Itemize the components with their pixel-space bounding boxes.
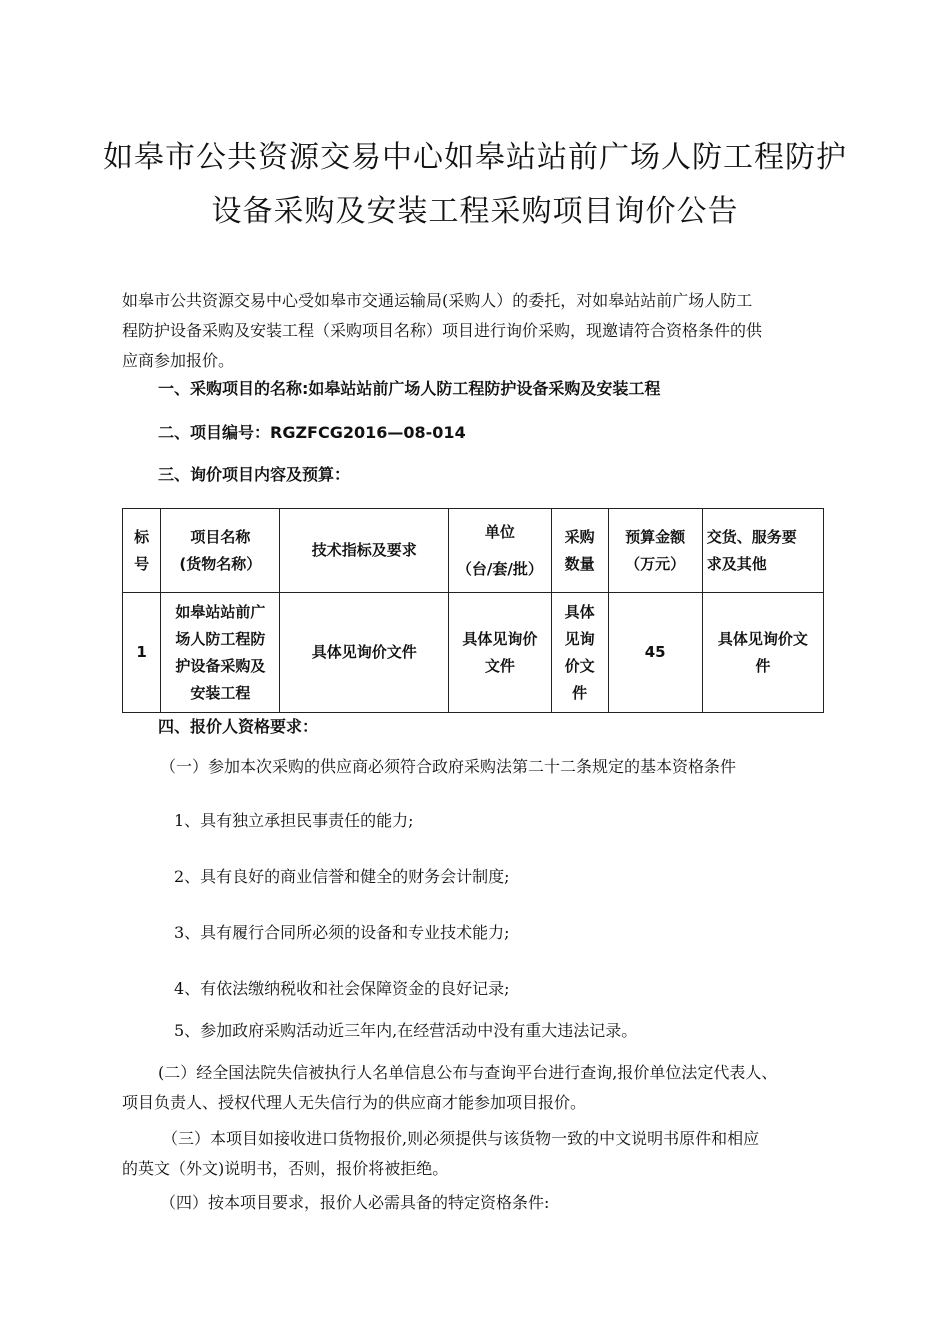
cell-qty: 具体 见询 价文 件 xyxy=(551,593,608,713)
header-budget: 预算金额 （万元） xyxy=(608,509,702,593)
table-header-row xyxy=(123,509,824,593)
intro-line: 应商参加报价。 xyxy=(122,351,235,370)
page-title-line-1: 如皋市公共资源交易中心如皋站站前广场人防工程防护 xyxy=(103,140,847,175)
cell-delivery: 具体见询价文 件 xyxy=(702,593,823,713)
list-item: 1、具有独立承担民事责任的能力; xyxy=(174,811,414,830)
list-item: 2、具有良好的商业信誉和健全的财务会计制度; xyxy=(174,867,510,886)
cell-unit: 具体见询价 文件 xyxy=(449,593,552,713)
list-item: 4、有依法缴纳税收和社会保障资金的良好记录; xyxy=(174,979,510,998)
requirement-2: (二）经全国法院失信被执行人名单信息公布与查询平台进行查询,报价单位法定代表人、 项目负责人、授权代理人无失信行为的供应商才能参加项目报价。 xyxy=(122,1063,778,1112)
header-unit: 单位 （台/套/批） xyxy=(449,509,552,593)
page-title-line-2: 设备采购及安装工程采购项目询价公告 xyxy=(211,194,739,229)
section-heading-2: 二、项目编号：RGZFCG2016—08-014 xyxy=(158,423,466,442)
header-no: 标 号 xyxy=(123,509,161,593)
section-heading-4: 四、报价人资格要求： xyxy=(158,717,319,736)
cell-spec: 具体见询价文件 xyxy=(280,593,449,713)
intro-line: 程防护设备采购及安装工程（采购项目名称）项目进行询价采购，现邀请符合资格条件的供 xyxy=(122,321,763,340)
header-delivery: 交货、服务要 求及其他 xyxy=(702,509,823,593)
header-spec: 技术指标及要求 xyxy=(280,509,449,593)
intro-line: 如皋市公共资源交易中心受如皋市交通运输局(采购人）的委托，对如皋站站前广场人防工 xyxy=(122,291,753,310)
intro-paragraph xyxy=(122,286,762,376)
table-row xyxy=(123,593,824,713)
list-item: 5、参加政府采购活动近三年内,在经营活动中没有重大违法记录。 xyxy=(174,1021,638,1040)
requirement-4: （四）按本项目要求，报价人必需具备的特定资格条件: xyxy=(160,1193,550,1212)
requirement-1: （一）参加本次采购的供应商必须符合政府采购法第二十二条规定的基本资格条件 xyxy=(160,757,737,776)
cell-name: 如皋站站前广 场人防工程防 护设备采购及 安装工程 xyxy=(161,593,280,713)
cell-no: 1 xyxy=(123,593,161,713)
section-heading-3: 三、询价项目内容及预算： xyxy=(158,465,351,484)
budget-table xyxy=(122,508,824,713)
section-heading-1: 一、采购项目的名称:如皋站站前广场人防工程防护设备采购及安装工程 xyxy=(158,379,661,398)
requirement-3: （三）本项目如接收进口货物报价,则必须提供与该货物一致的中文说明书原件和相应 的英文（外文)说明书，否则，报价将被拒绝。 xyxy=(122,1129,760,1178)
cell-budget: 45 xyxy=(608,593,702,713)
header-qty: 采购 数量 xyxy=(551,509,608,593)
list-item: 3、具有履行合同所必须的设备和专业技术能力; xyxy=(174,923,510,942)
header-name: 项目名称 (货物名称） xyxy=(161,509,280,593)
